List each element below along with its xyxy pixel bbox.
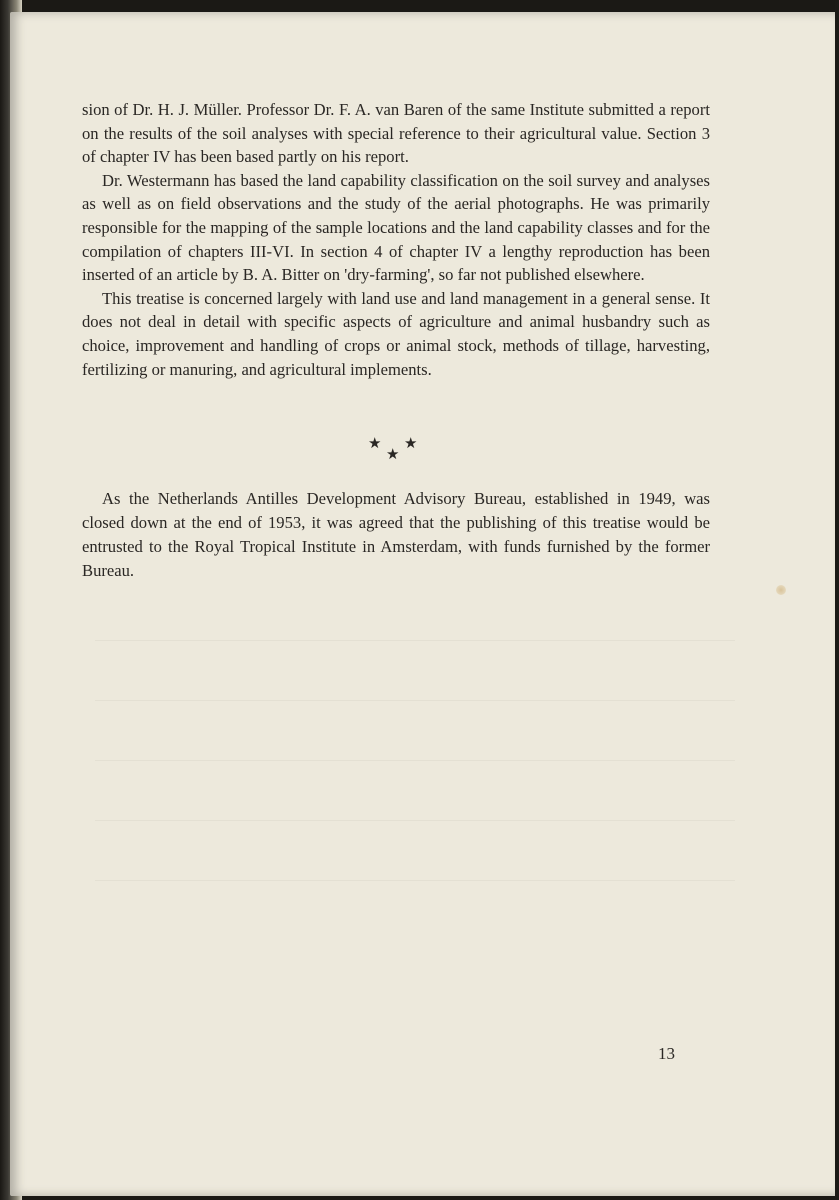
separator-star-icon: ★	[368, 436, 382, 452]
section-separator	[0, 433, 839, 467]
separator-star-icon: ★	[386, 447, 400, 463]
paragraph-continuation: sion of Dr. H. J. Müller. Professor Dr. F. A. van Baren of the same Institute submitted a report on the results of the soil analyses with special reference to their agricultural value. Section 3 of chapter IV has been based partly on his report.	[82, 100, 710, 167]
show-through-line	[95, 700, 735, 701]
paragraph-scope: This treatise is concerned largely with land use and land management in a general sense. It does not deal in detail with specific aspects of agriculture and animal husbandry such as choice, improvement and handling of crops or animal stock, methods of tillage, harvesting, fertilizing or manuring, and agricultural implements.	[82, 288, 710, 379]
separator-star-icon: ★	[404, 436, 418, 452]
paragraph-closing: As the Netherlands Antilles Development Advisory Bureau, established in 1949, was closed down at the end of 1953, it was agreed that the publishing of this treatise would be entrusted to the Royal Tropical Institute in Amsterdam, with funds furnished by the former Bureau.	[82, 489, 710, 580]
show-through-line	[95, 820, 735, 821]
closing-text	[82, 487, 710, 583]
paragraph-westermann: Dr. Westermann has based the land capability classification on the soil survey and analyses as well as on field observations and the study of the aerial photographs. He was primarily responsible for the mapping of the sample locations and the land capability classes and for the compilation of chapters III-VI. In section 4 of chapter IV a lengthy reproduction has been inserted of an article by B. A. Bitter on 'dry-farming', so far not published elsewhere.	[82, 170, 710, 285]
show-through-line	[95, 760, 735, 761]
paper-stain	[776, 585, 786, 595]
page-number: 13	[658, 1044, 675, 1063]
show-through-line	[95, 880, 735, 881]
body-text	[82, 98, 710, 381]
show-through-line	[95, 640, 735, 641]
page-right-edge	[835, 0, 839, 1200]
